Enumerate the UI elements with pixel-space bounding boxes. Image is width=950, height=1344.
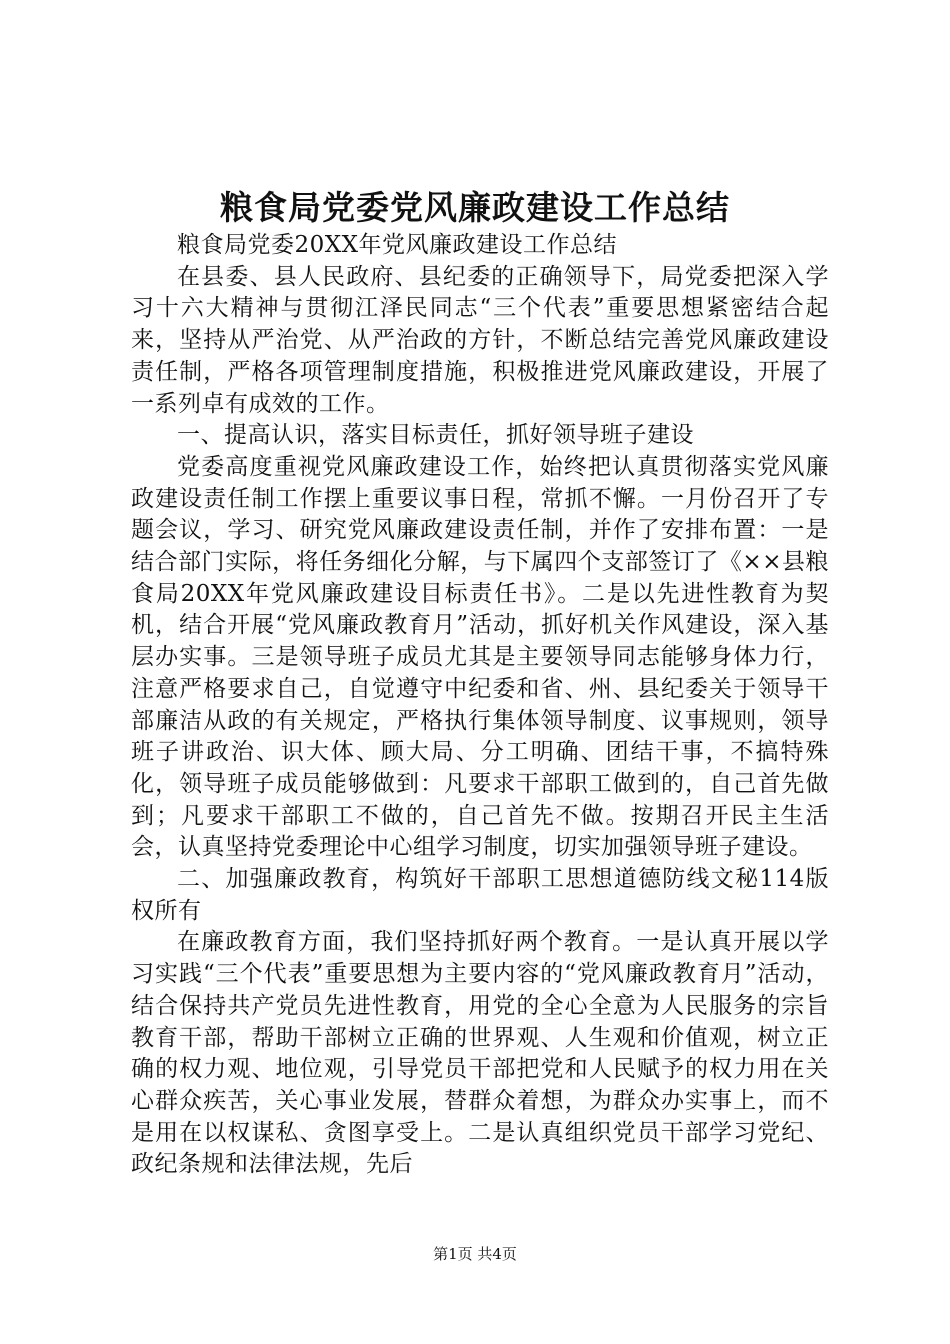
subtitle-paragraph: 粮食局党委20XX年党风廉政建设工作总结 xyxy=(177,232,618,258)
section-2-paragraph: 在廉政教育方面，我们坚持抓好两个教育。一是认真开展以学习实践“三个代表”重要思想为主要内容的“党风廉政教育月”活动，结合保持共产党员先进性教育，用党的全心全意为人民服务的宗旨教育干部，帮助干部树立正确的世界观、人生观和价值观，树立正确的权力观、地位观，引导党员干部把党和人民赋予的权力用在关心群众疾苦，关心事业发展，替群众着想，为群众办实事上，而不是用在以权谋私、贪图享受上。二是认真组织党员干部学习党纪、政纪条规和法律法规，先后 xyxy=(131,929,829,1178)
intro-paragraph: 在县委、县人民政府、县纪委的正确领导下，局党委把深入学习十六大精神与贯彻江泽民同志“三个代表”重要思想紧密结合起来，坚持从严治党、从严治政的方针，不断总结完善党风廉政建设责任制，严格各项管理制度措施，积极推进党风廉政建设，开展了一系列卓有成效的工作。 xyxy=(131,263,829,417)
section-heading-2: 二、加强廉政教育，构筑好干部职工思想道德防线文秘114版权所有 xyxy=(131,866,829,924)
document-title: 粮食局党委党风廉政建设工作总结 xyxy=(220,188,730,227)
section-1-paragraph: 党委高度重视党风廉政建设工作，始终把认真贯彻落实党风廉政建设责任制工作摆上重要议事日程，常抓不懈。一月份召开了专题会议，学习、研究党风廉政建设责任制，并作了安排布置：一是结合部门实际，将任务细化分解，与下属四个支部签订了《××县粮食局20XX年党风廉政建设目标责任书》。二是以先进性教育为契机，结合开展“党风廉政教育月”活动，抓好机关作风建设，深入基层办实事。三是领导班子成员尤其是主要领导同志能够身体力行，注意严格要求自己，自觉遵守中纪委和省、州、县纪委关于领导干部廉洁从政的有关规定，严格执行集体领导制度、议事规则，领导班子讲政治、识大体、顾大局、分工明确、团结干事，不搞特殊化，领导班子成员能够做到：凡要求干部职工做到的，自己首先做到；凡要求干部职工不做的，自己首先不做。按期召开民主生活会，认真坚持党委理论中心组学习制度，切实加强领导班子建设。 xyxy=(131,453,829,861)
section-heading-1: 一、提高认识，落实目标责任，抓好领导班子建设 xyxy=(177,422,694,449)
document-body xyxy=(131,230,829,1181)
page-footer: 第1页 共4页 xyxy=(433,1245,517,1263)
